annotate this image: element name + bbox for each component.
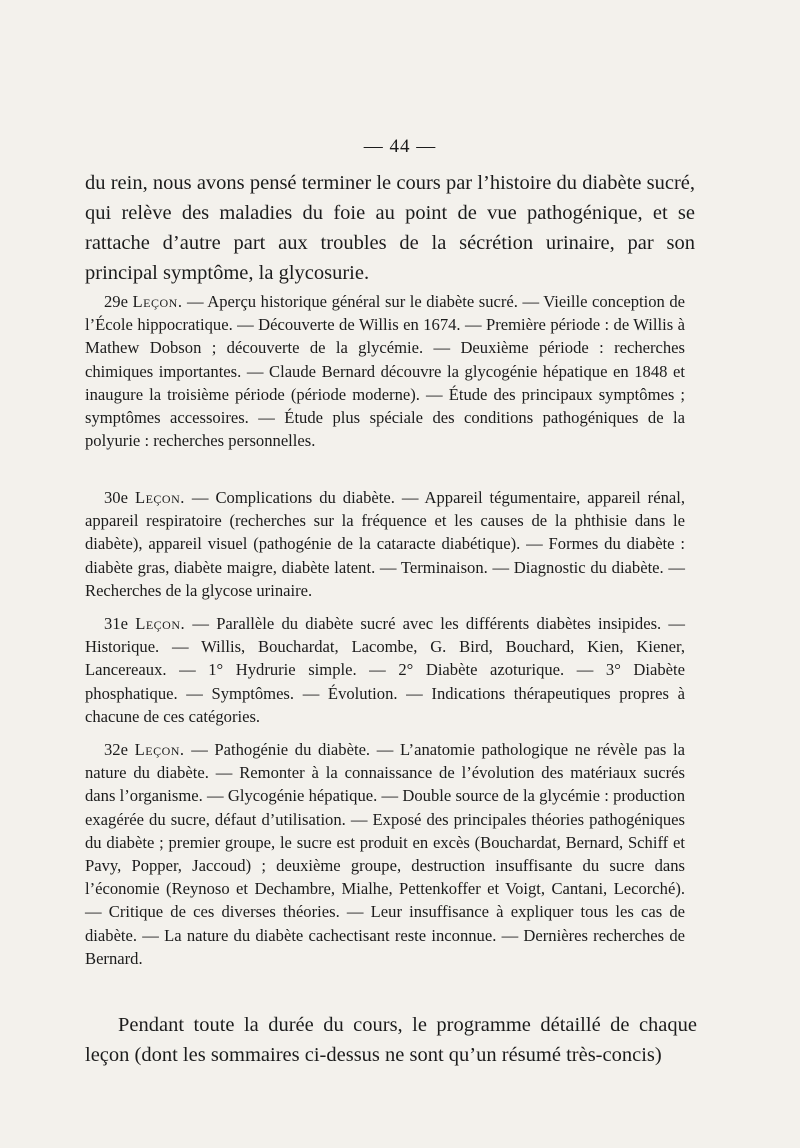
lesson-number: 29e [104, 292, 128, 311]
lesson-title: Leçon. [134, 740, 185, 759]
lesson-32-summary [85, 738, 685, 970]
lesson-text: — Parallèle du diabète sucré avec les différents diabètes insipides. — Historique. — Willis, Bouchardat, Lacombe, G. Bird, Bouchard, Kien, Kiener, Lancereaux. — 1° Hydrurie simple. — 2° Diabète azoturique. — 3° Diabète phosphatique. — Symptômes. — Évolution. — Indications thérapeutiques propres à chacune de ces catégories. [85, 614, 685, 726]
lesson-number: 30e [104, 488, 128, 507]
lesson-title: Leçon. [132, 292, 183, 311]
closing-text: Pendant toute la durée du cours, le programme détaillé de chaque leçon (dont les sommaires ci-dessus ne sont qu’un résumé très-concis) [85, 1014, 697, 1066]
lesson-number: 31e [104, 614, 128, 633]
lesson-text: — Complications du diabète. — Appareil tégumentaire, appareil rénal, appareil respiratoire (recherches sur la fréquence et les causes de la phthisie dans le diabète), appareil visuel (pathogénie de la cataracte diabétique). — Formes du diabète : diabète gras, diabète maigre, diabète latent. — Terminaison. — Diagnostic du diabète. — Recherches de la glycose urinaire. [85, 488, 685, 600]
lesson-title: Leçon. [135, 614, 186, 633]
closing-paragraph [85, 1010, 697, 1070]
intro-paragraph: du rein, nous avons pensé terminer le cours par l’histoire du diabète sucré, qui relève des maladies du foie au point de vue pathogénique, et se rattache d’autre part aux troubles de la sécrétion urinaire, par son principal symptôme, la glycosurie. [85, 172, 695, 284]
lesson-text: — Pathogénie du diabète. — L’anatomie pathologique ne révèle pas la nature du diabète. — Remonter à la connaissance de l’évolution des matériaux sucrés dans l’organisme. — Glycogénie hépatique. — Double source de la glycémie : production exagérée du sucre, défaut d’utilisation. — Exposé des principales théories pathogéniques du diabète ; premier groupe, le sucre est produit en excès (Bouchardat, Bernard, Schiff et Pavy, Popper, Jaccoud) ; deuxième groupe, destruction insuffisante du sucre dans l’économie (Reynoso et Dechambre, Mialhe, Pettenkoffer et Voigt, Cantani, Lecorché). — Critique de ces diverses théories. — Leur insuffisance à expliquer tous les cas de diabète. — La nature du diabète cachectisant reste inconnue. — Dernières recherches de Bernard. [85, 740, 685, 968]
lesson-29-summary [85, 290, 685, 452]
lesson-30-summary [85, 486, 685, 602]
lesson-text: — Aperçu historique général sur le diabète sucré. — Vieille conception de l’École hippocratique. — Découverte de Willis en 1674. — Première période : de Willis à Mathew Dobson ; découverte de la glycémie. — Deuxième période : recherches chimiques importantes. — Claude Bernard découvre la glycogénie hépatique en 1848 et inaugure la troisième période (période moderne). — Étude des principaux symptômes ; symptômes accessoires. — Étude plus spéciale des conditions pathogéniques de la polyurie : recherches personnelles. [85, 292, 686, 451]
lesson-title: Leçon. [134, 488, 185, 507]
page-number: — 44 — [363, 136, 437, 157]
lesson-31-summary [85, 612, 685, 728]
lesson-number: 32e [104, 740, 128, 759]
